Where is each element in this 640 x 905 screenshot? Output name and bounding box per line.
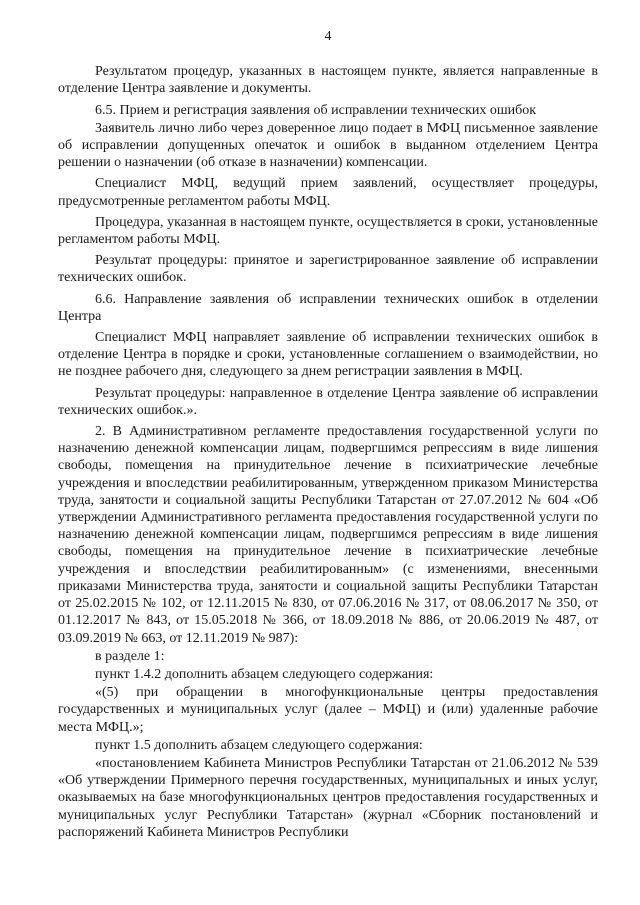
paragraph-mfc-sends: Специалист МФЦ направляет заявление об исправлении технических ошибок в отделение Центра в порядке и сроки, установленные соглашением о взаимодействии, но не позднее рабочего дня, следующего за днем регистрации заявления в МФЦ. (58, 330, 598, 380)
paragraph-quote-mfc: «(5) при обращении в многофункциональные центры предоставления государственных и муниципальных услуг (далее – МФЦ) и (или) удаленные рабочие места МФЦ.»; (58, 685, 598, 735)
paragraph-result-sent: Результат процедуры: направленное в отделение Центра заявление об исправлении технических ошибок.». (58, 385, 598, 418)
heading-6-5: 6.5. Прием и регистрация заявления об исправлении технических ошибок (95, 102, 537, 118)
document-page (58, 28, 598, 842)
paragraph-result-procedures: Результатом процедур, указанных в настоящем пункте, является направленные в отделение Центра заявление и документы. (58, 64, 598, 97)
paragraph-section-1: в разделе 1: (95, 648, 165, 664)
paragraph-quote-resolution: «постановлением Кабинета Министров Республики Татарстан от 21.06.2012 № 539 «Об утверждении Примерного перечня государственных, муниципальных и иных услуг, оказываемых на базе многофункциональных центров предоставления государственных и муниципальных услуг Республики Татарстан» (журнал «Сборник постановлений и распоряжений Кабинета Министров Республики (58, 755, 598, 840)
paragraph-applicant-submits: Заявитель лично либо через доверенное лицо подает в МФЦ письменное заявление об исправлении допущенных опечаток и ошибок в выданном отделением Центра решении о назначении (об отказе в назначении) компенсации. (58, 120, 598, 171)
paragraph-item-2-regulation: 2. В Административном регламенте предоставления государственной услуги по назначению денежной компенсации лицам, подвергшимся репрессиям в виде лишения свободы, помещения на принудительное лечение в психиатрические лечебные учреждения и впоследствии реабилитированным, утвержденном приказом Министерства труда, занятости и социальной защиты Республики Татарстан от 27.07.2012 № 604 «Об утверждении Административного регламента предоставления государственной услуги по назначению денежной компенсации лицам, подвергшимся репрессиям в виде лишения свободы, помещения на принудительное лечение в психиатрические лечебные учреждения и впоследствии реабилитированным» (с изменениями, внесенными приказами Министерства труда, занятости и социальной защиты Республики Татарстан от 25.02.2015 № 102, от 12.11.2015 № 830, от 07.06.2016 № 317, от 08.06.2017 № 350, от 01.12.2017 № 843, от 15.05.2018 № 366, от 18.09.2018 № 886, от 20.06.2019 № 487, от 03.09.2019 № 663, от 12.11.2019 № 987): (58, 424, 598, 646)
paragraph-mfc-specialist: Специалист МФЦ, ведущий прием заявлений, осуществляет процедуры, предусмотренные регламентом работы МФЦ. (58, 176, 598, 209)
page-number: 4 (324, 29, 332, 44)
paragraph-result-accepted: Результат процедуры: принятое и зарегистрированное заявление об исправлении технических ошибок. (58, 253, 598, 286)
heading-6-6: 6.6. Направление заявления об исправлении технических ошибок в отделении Центра (58, 291, 598, 324)
paragraph-procedure-terms: Процедура, указанная в настоящем пункте, осуществляется в сроки, установленные регламентом работы МФЦ. (58, 214, 598, 248)
paragraph-item-1-5: пункт 1.5 дополнить абзацем следующего содержания: (95, 737, 423, 753)
paragraph-item-1-4-2: пункт 1.4.2 дополнить абзацем следующего содержания: (95, 666, 434, 682)
